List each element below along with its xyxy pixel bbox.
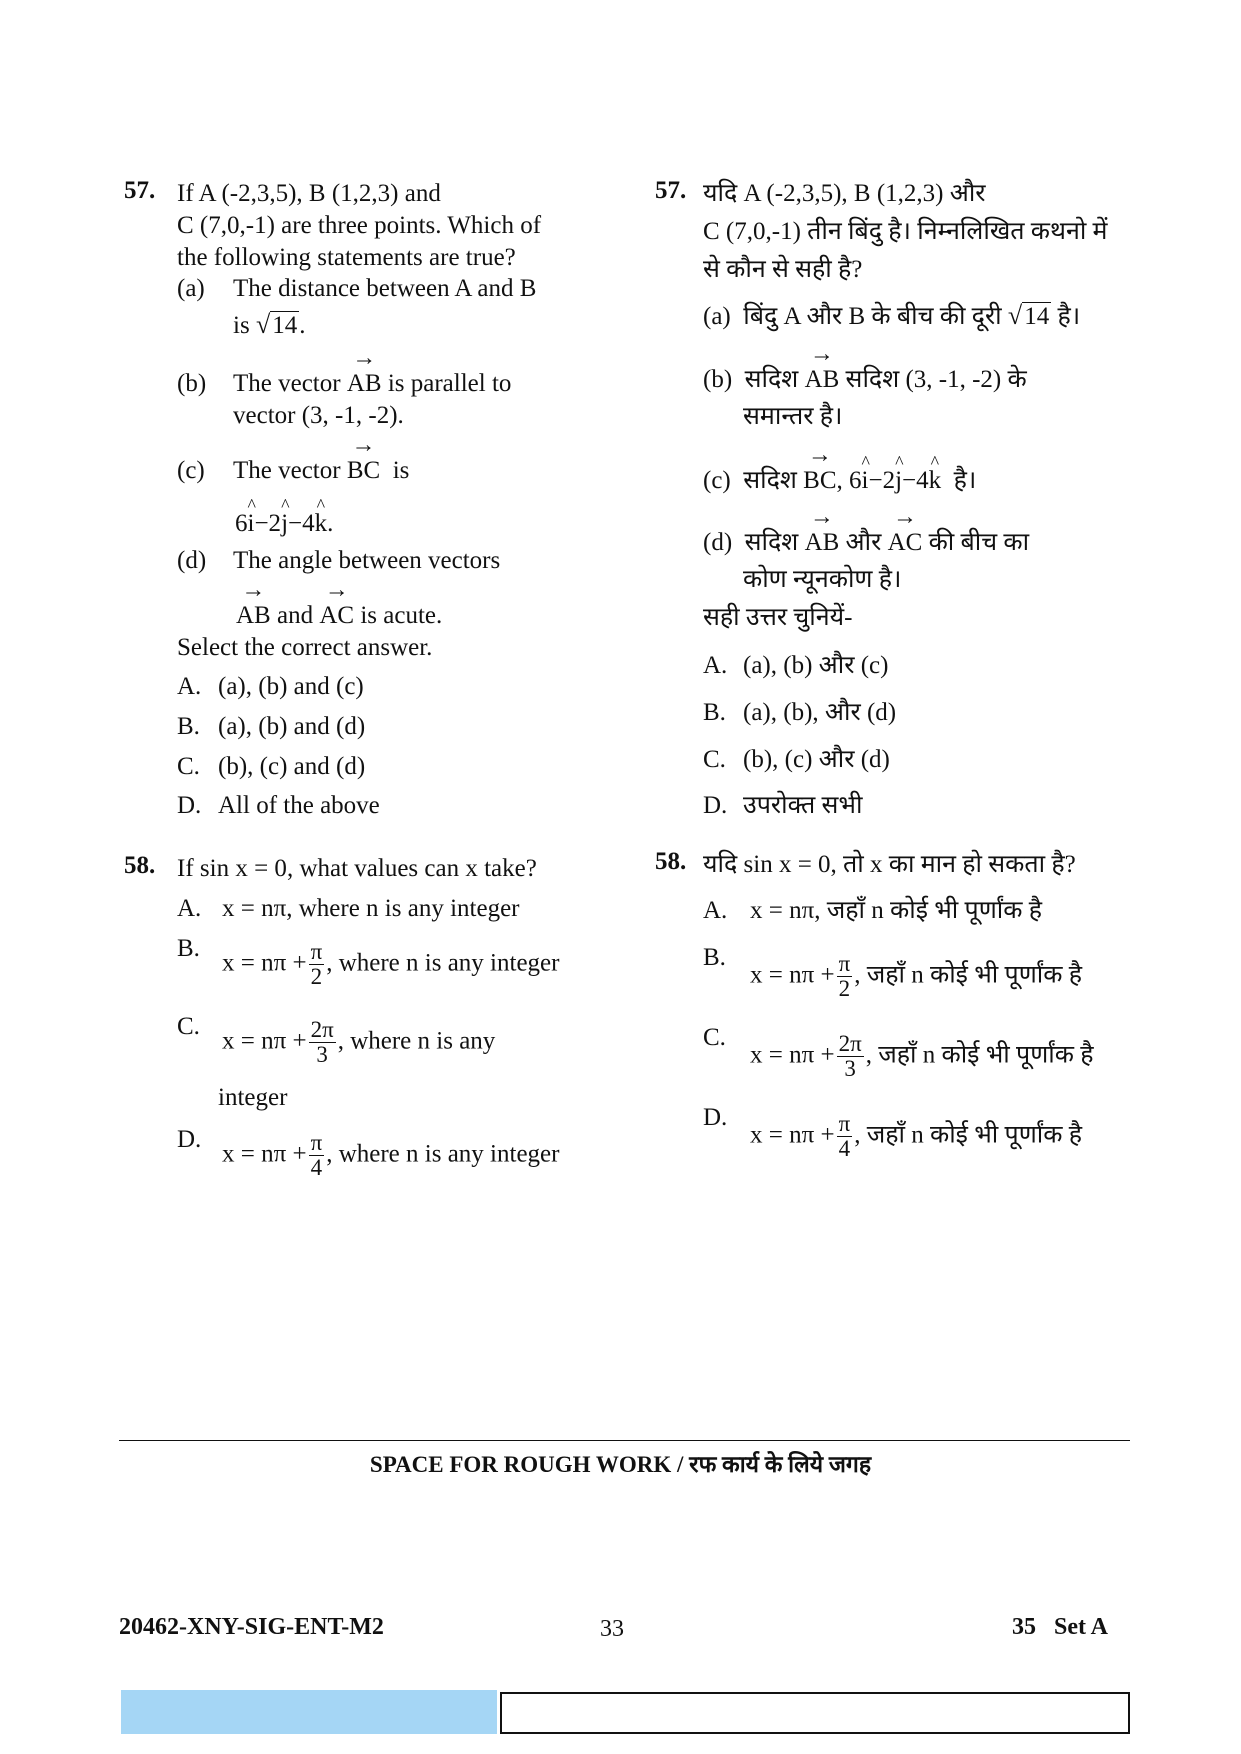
option-text: x = nπ + $\frac{\pi}{4}$ , where n is any integer (222, 1130, 560, 1181)
question-text: C (7,0,-1) तीन बिंदु है। निम्नलिखित कथनो में (703, 218, 1108, 245)
rough-work-heading: SPACE FOR ROUGH WORK / रफ कार्य के लिये जगह (369, 1452, 872, 1477)
option-label: D. (177, 1126, 202, 1153)
option-label: A. (177, 895, 202, 922)
fraction: $\frac{2\pi}{3}$ (310, 1017, 334, 1068)
question-text: C (7,0,-1) are three points. Which of (177, 212, 542, 239)
option-text: x = nπ + $\frac{\pi}{2}$ , जहाँ n कोई भी पूर्णांक है (750, 951, 1082, 1002)
option-text: उपरोक्त सभी (743, 792, 863, 819)
statement-label: (b) (177, 370, 207, 397)
option-label: C. (177, 753, 200, 780)
footer-color-bar (121, 1690, 497, 1734)
statement-text: → AB and → AC is acute. (236, 600, 442, 631)
vector-ab: → AB (236, 577, 271, 629)
vector-ab: → AB (804, 504, 840, 556)
option-text: (b), (c) and (d) (218, 753, 366, 780)
option-text: integer (218, 1084, 288, 1111)
vector-bc: → BC (803, 442, 837, 494)
sqrt-expression: √14 (1007, 301, 1050, 330)
fraction: $\frac{\pi}{2}$ (838, 951, 851, 1002)
option-text: x = nπ + $\frac{2\pi}{3}$ , जहाँ n कोई भी पूर्णांक है (750, 1031, 1094, 1082)
option-text: x = nπ + $\frac{2\pi}{3}$ , where n is any (222, 1017, 496, 1068)
option-text: All of the above (218, 792, 380, 819)
vector-bc: → BC (346, 432, 381, 484)
statement-label: (a) (177, 275, 205, 302)
question-number: 58. (655, 848, 687, 875)
option-label: C. (703, 1024, 726, 1051)
question-number: 57. (655, 177, 687, 204)
statement-text: The vector → BC is (233, 455, 409, 486)
instruction-text: सही उत्तर चुनियें- (703, 604, 853, 631)
statement-label: (d) (177, 547, 207, 574)
statement-text: The vector → AB is parallel to (233, 368, 511, 399)
question-text: the following statements are true? (177, 244, 516, 271)
vector-ab: → AB (346, 345, 382, 397)
option-label: D. (703, 1104, 728, 1131)
question-number: 58. (124, 852, 156, 879)
option-label: C. (703, 746, 726, 773)
option-text: (a), (b) and (c) (218, 673, 364, 700)
vector-expression: 6^ i−2^ j−4^ k (849, 467, 941, 494)
statement-text: is √14. (233, 309, 305, 342)
statement-text: The distance between A and B (233, 275, 537, 302)
fraction: $\frac{2\pi}{3}$ (838, 1031, 862, 1082)
option-label: D. (177, 792, 202, 819)
option-label: A. (703, 652, 728, 679)
option-text: x = nπ + $\frac{\pi}{4}$ , जहाँ n कोई भी पूर्णांक है (750, 1111, 1082, 1162)
option-label: A. (703, 897, 728, 924)
fraction: $\frac{\pi}{4}$ (310, 1130, 323, 1181)
statement-text: (d) सदिश → AB और → AC की बीच का (703, 527, 1029, 558)
option-label: A. (177, 673, 202, 700)
vector-ac: → AC (319, 577, 355, 629)
option-text: (a), (b) और (c) (743, 652, 889, 679)
statement-text: (a) बिंदु A और B के बीच की दूरी √14 है। (703, 300, 1080, 333)
instruction-text: Select the correct answer. (177, 634, 433, 661)
option-text: (b), (c) और (d) (743, 746, 890, 773)
option-label: B. (703, 944, 726, 971)
statement-text: (c) सदिश → BC, 6^ i−2^ j−4^ k है। (703, 465, 976, 496)
statement-text: The angle between vectors (233, 547, 501, 574)
page-number: 33 (600, 1616, 624, 1642)
statement-text: vector (3, -1, -2). (233, 402, 404, 429)
footer-box (500, 1692, 1130, 1734)
vector-ac: → AC (887, 504, 923, 556)
statement-text: कोण न्यूनकोण है। (743, 566, 902, 593)
question-text: यदि A (-2,3,5), B (1,2,3) और (703, 180, 986, 207)
fraction: $\frac{\pi}{2}$ (310, 939, 323, 990)
sqrt-expression: √14 (255, 310, 298, 339)
question-text: If sin x = 0, what values can x take? (177, 855, 537, 882)
vector-ab: → AB (804, 341, 840, 393)
statement-text: (b) सदिश → AB सदिश (3, -1, -2) के (703, 364, 1027, 395)
divider-line (119, 1440, 1130, 1441)
option-label: D. (703, 792, 728, 819)
option-label: C. (177, 1013, 200, 1040)
fraction: $\frac{\pi}{4}$ (838, 1111, 851, 1162)
vector-expression: 6^ i−2^ j−4^ k. (235, 508, 333, 539)
paper-code: 20462-XNY-SIG-ENT-M2 (119, 1614, 384, 1640)
option-label: B. (177, 935, 200, 962)
question-text: यदि sin x = 0, तो x का मान हो सकता है? (703, 851, 1076, 878)
statement-label: (c) (177, 457, 205, 484)
option-text: x = nπ, जहाँ n कोई भी पूर्णांक है (750, 897, 1043, 924)
statement-text: समान्तर है। (743, 403, 843, 430)
question-text: If A (-2,3,5), B (1,2,3) and (177, 180, 441, 207)
option-text: (a), (b), और (d) (743, 699, 897, 726)
option-text: x = nπ, where n is any integer (222, 895, 520, 922)
option-text: x = nπ + $\frac{\pi}{2}$ , where n is any integer (222, 939, 560, 990)
option-label: B. (703, 699, 726, 726)
set-label: 35 Set A (1012, 1614, 1108, 1640)
option-text: (a), (b) and (d) (218, 713, 366, 740)
option-label: B. (177, 713, 200, 740)
question-number: 57. (124, 177, 156, 204)
question-text: से कौन से सही है? (703, 256, 863, 283)
